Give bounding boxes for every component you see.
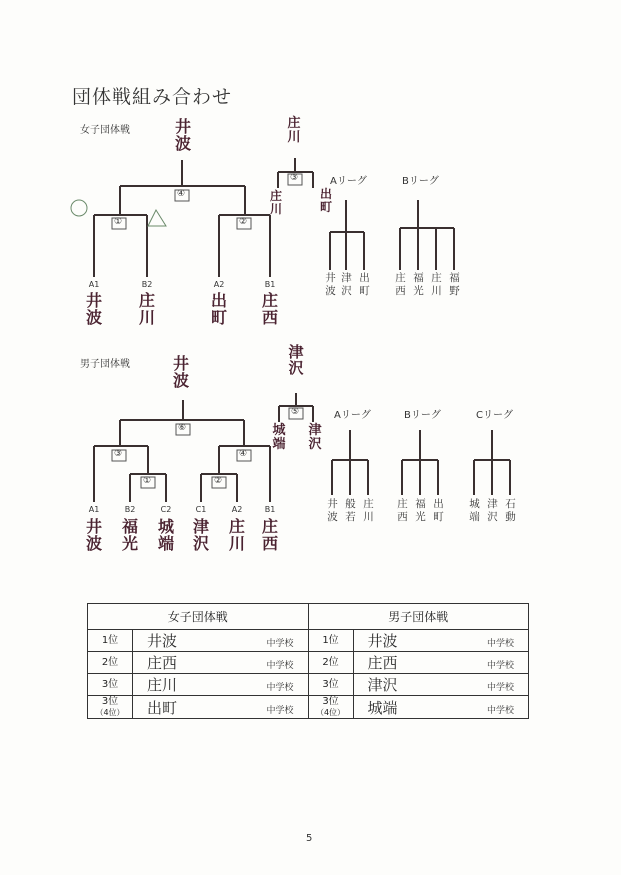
girls-result-cell <box>133 674 309 696</box>
boys-champion: 井波 <box>172 354 189 390</box>
page-title: 団体戦組み合わせ <box>72 86 233 108</box>
boys-slot-name: 井波 <box>85 517 102 553</box>
girls-slot-code: B1 <box>264 280 276 289</box>
boys-slot-code: B2 <box>124 505 136 514</box>
table-row <box>88 696 529 719</box>
page-number: 5 <box>306 833 313 844</box>
girls-semi-winner-right: 出町 <box>319 187 332 214</box>
girls-league-team: 福光 <box>413 272 424 297</box>
girls-match-3: ③ <box>290 173 299 183</box>
rank-label: 1位 <box>101 635 119 646</box>
girls-slot-name: 出町 <box>210 291 227 327</box>
boys-semi-winner-left: 城端 <box>272 423 286 452</box>
rank-cell <box>88 696 133 719</box>
boys-result-name: 津沢 <box>367 676 398 694</box>
girls-result-name: 庄川 <box>147 676 178 694</box>
girls-league-team: 井波 <box>325 272 336 297</box>
results-girls-header: 女子団体戦 <box>88 604 309 630</box>
boys-result-cell <box>353 696 529 719</box>
boys-semi-winner-right: 津沢 <box>308 423 322 452</box>
results-table <box>87 603 529 719</box>
girls-champion: 井波 <box>174 117 191 153</box>
boys-slot-name: 城端 <box>157 517 174 553</box>
table-row <box>88 630 529 652</box>
school-suffix: 中学校 <box>266 683 294 693</box>
boys-league-winner: 津沢 <box>288 343 304 377</box>
boys-league-team: 津沢 <box>487 498 498 523</box>
boys-match-3: ③ <box>114 449 123 459</box>
rank-label: 3位 <box>101 696 119 707</box>
boys-match-4: ④ <box>239 449 248 459</box>
boys-slot-name: 福光 <box>121 517 138 553</box>
boys-match-1: ① <box>143 476 152 486</box>
results-header-row <box>88 604 529 630</box>
boys-result-name: 庄西 <box>367 654 398 672</box>
rank-cell <box>308 696 353 719</box>
girls-result-cell <box>133 630 309 652</box>
girls-result-cell <box>133 696 309 719</box>
boys-slot-name: 庄西 <box>261 517 278 553</box>
table-row <box>88 652 529 674</box>
boys-slot-code: A1 <box>88 505 100 514</box>
boys-league-team: 福光 <box>415 498 426 523</box>
boys-league-c-title: Cリーグ <box>476 410 513 421</box>
boys-league-team: 庄西 <box>397 498 408 523</box>
boys-result-cell <box>353 674 529 696</box>
rank-cell <box>308 652 353 674</box>
girls-slot-code: A2 <box>213 280 225 289</box>
school-suffix: 中学校 <box>486 661 514 671</box>
boys-slot-name: 庄川 <box>228 517 245 553</box>
boys-result-name: 城端 <box>367 698 398 717</box>
boys-league-team: 庄川 <box>363 498 374 523</box>
girls-slot-name: 庄川 <box>138 291 155 327</box>
boys-result-cell <box>353 630 529 652</box>
girls-slot-code: B2 <box>141 280 153 289</box>
boys-league-a-title: Aリーグ <box>334 410 371 421</box>
rank-sub-label: （4位） <box>315 708 346 717</box>
girls-slot-name: 庄西 <box>261 291 278 327</box>
boys-slot-code: C2 <box>160 505 172 514</box>
girls-semi-winner-left: 庄川 <box>269 189 282 216</box>
girls-match-2: ② <box>239 217 248 227</box>
table-row <box>88 674 529 696</box>
school-suffix: 中学校 <box>486 706 514 716</box>
girls-league-team: 福野 <box>449 272 460 297</box>
girls-result-cell <box>133 652 309 674</box>
school-suffix: 中学校 <box>486 639 514 649</box>
rank-cell <box>88 652 133 674</box>
rank-label: 2位 <box>101 657 119 668</box>
boys-result-name: 井波 <box>367 632 398 650</box>
boys-match-2: ② <box>214 476 223 486</box>
boys-result-cell <box>353 652 529 674</box>
girls-section-label: 女子団体戦 <box>80 125 130 136</box>
boys-section-label: 男子団体戦 <box>80 359 130 370</box>
girls-match-4: ④ <box>177 189 186 199</box>
girls-league-team: 庄川 <box>431 272 442 297</box>
girls-result-name: 出町 <box>147 698 178 717</box>
rank-label: 3位 <box>322 679 339 690</box>
rank-sub-label: （4位） <box>95 708 125 717</box>
boys-match-5: ⑤ <box>291 407 300 417</box>
rank-label: 1位 <box>322 635 339 646</box>
boys-league-team: 出町 <box>433 498 444 523</box>
rank-label: 2位 <box>322 657 339 668</box>
school-suffix: 中学校 <box>266 706 294 716</box>
girls-slot-code: A1 <box>88 280 100 289</box>
rank-label: 3位 <box>322 696 339 707</box>
girls-slot-name: 井波 <box>85 291 102 327</box>
results-boys-header: 男子団体戦 <box>308 604 529 630</box>
school-suffix: 中学校 <box>486 683 514 693</box>
school-suffix: 中学校 <box>266 661 294 671</box>
boys-league-team: 城端 <box>469 498 480 523</box>
girls-league-team: 出町 <box>359 272 370 297</box>
boys-league-team: 井波 <box>327 498 338 523</box>
girls-league-a-title: Aリーグ <box>330 176 367 187</box>
rank-cell <box>88 674 133 696</box>
girls-league-team: 津沢 <box>341 272 352 297</box>
boys-league-team: 石動 <box>505 498 516 523</box>
boys-slot-code: A2 <box>231 505 243 514</box>
rank-cell <box>308 674 353 696</box>
boys-league-b-title: Bリーグ <box>404 410 441 421</box>
boys-slot-code: B1 <box>264 505 276 514</box>
rank-cell <box>88 630 133 652</box>
girls-result-name: 庄西 <box>147 654 178 672</box>
boys-slot-code: C1 <box>195 505 207 514</box>
school-suffix: 中学校 <box>266 639 294 649</box>
boys-match-6: ⑥ <box>178 423 187 433</box>
girls-match-1: ① <box>114 217 123 227</box>
boys-slot-name: 津沢 <box>192 517 209 553</box>
girls-league-b-title: Bリーグ <box>402 176 439 187</box>
girls-league-winner: 庄川 <box>287 116 301 145</box>
rank-label: 3位 <box>101 679 119 690</box>
girls-result-name: 井波 <box>147 632 178 650</box>
rank-cell <box>308 630 353 652</box>
boys-league-team: 般若 <box>345 498 356 523</box>
girls-league-team: 庄西 <box>395 272 406 297</box>
